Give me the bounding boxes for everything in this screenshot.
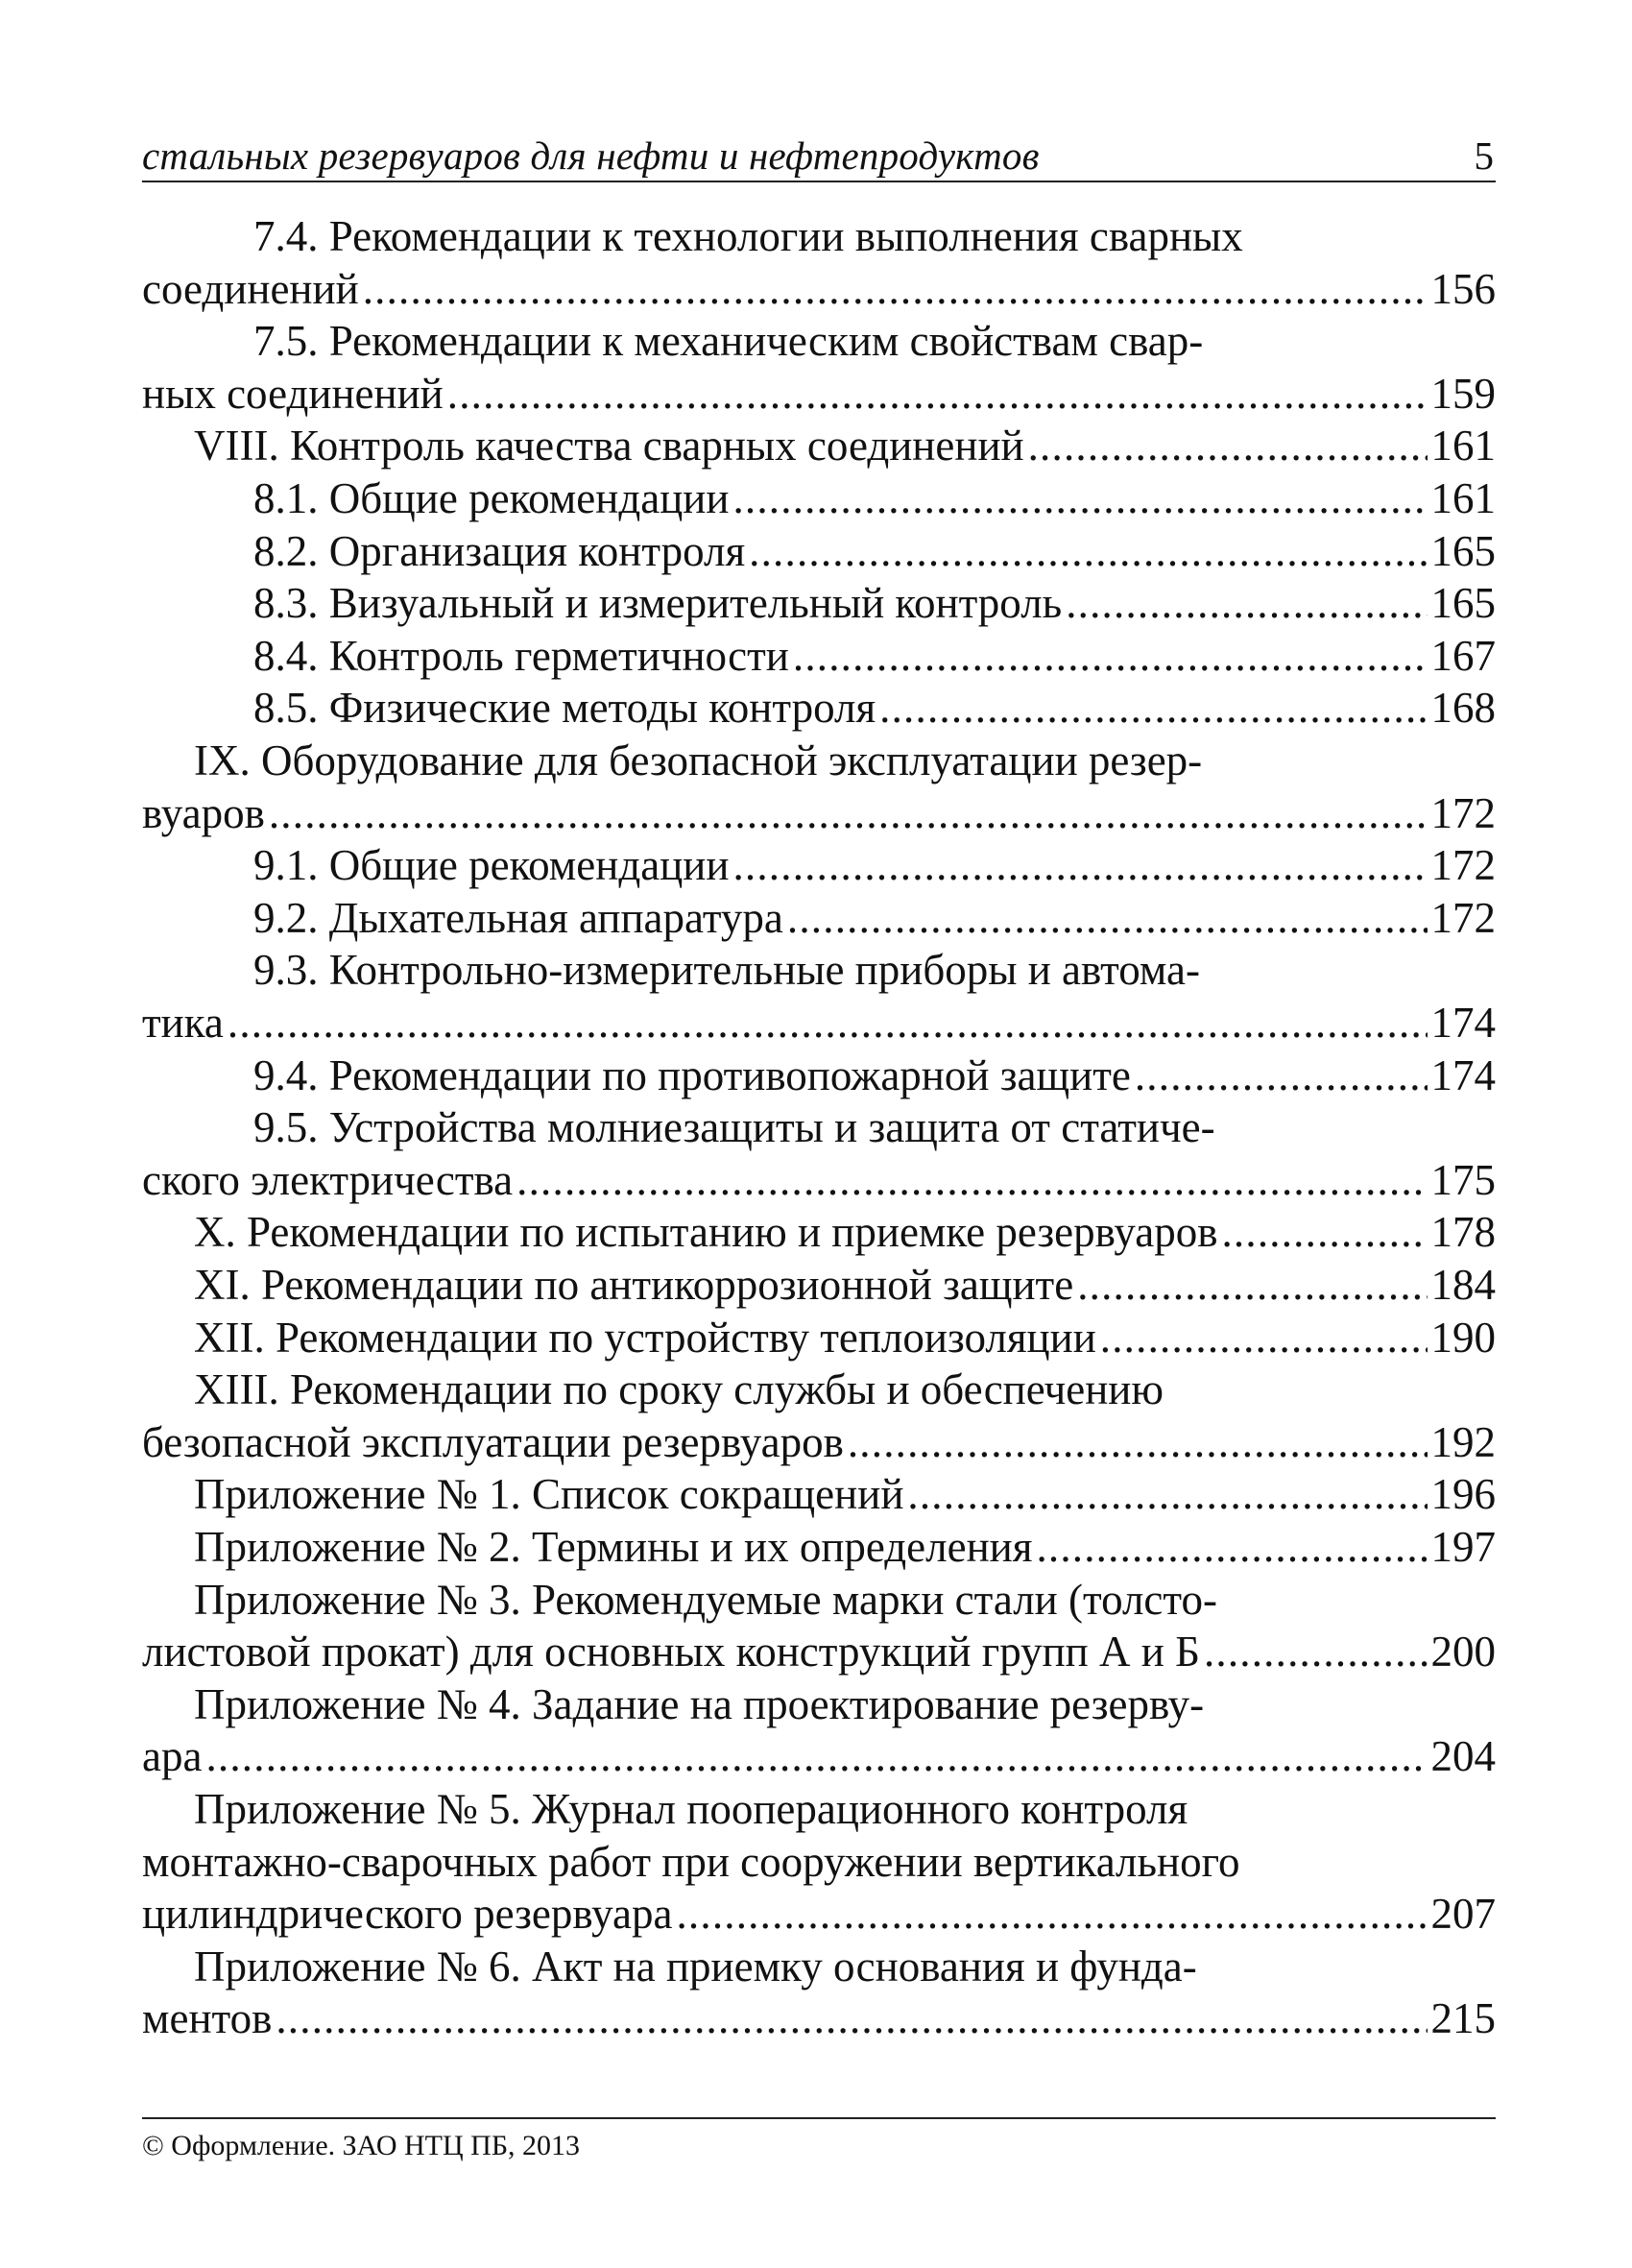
running-header-title: стальных резервуаров для нефти и нефтепродуктов: [142, 133, 1040, 178]
dot-leader: [676, 1887, 1427, 1941]
toc-entry-title: 9.2. Дыхательная аппаратура: [253, 893, 783, 942]
toc-entry-title: Приложение № 1. Список сокращений: [194, 1470, 904, 1519]
toc-entry-title: 8.2. Организация контроля: [253, 526, 746, 575]
dot-leader: [732, 471, 1427, 525]
toc-entry-title: XII. Рекомендации по устройству теплоизоляции: [194, 1313, 1096, 1362]
toc-entry-title: X. Рекомендации по испытанию и приемке резервуаров: [194, 1208, 1218, 1257]
toc-entry-page: 167: [1430, 631, 1496, 680]
toc-entry-line: Приложение № 3. Рекомендуемые марки стали (толсто-: [194, 1575, 1217, 1624]
dot-leader: [1028, 419, 1428, 472]
toc-entry-page: 172: [1430, 893, 1496, 942]
toc-entry-title: 8.3. Визуальный и измерительный контроль: [253, 579, 1063, 628]
dot-leader: [447, 367, 1428, 421]
toc-entry-page: 192: [1430, 1417, 1496, 1466]
toc-entry-line: Приложение № 6. Акт на приемку основания и фунда-: [194, 1942, 1197, 1991]
page-number: 5: [1474, 133, 1494, 178]
toc-entry-page: 174: [1430, 1050, 1496, 1099]
toc-entry-page: 207: [1430, 1890, 1496, 1939]
dot-leader: [1135, 1049, 1428, 1102]
toc-entry-page: 178: [1430, 1208, 1496, 1257]
running-header: [142, 131, 1496, 182]
toc-entry-page: 161: [1430, 474, 1496, 522]
toc-entry-page: 184: [1430, 1261, 1496, 1309]
toc-entry-title: 8.5. Физические методы контроля: [253, 684, 876, 733]
dot-leader: [269, 786, 1428, 840]
dot-leader: [793, 629, 1428, 683]
dot-leader: [787, 891, 1428, 945]
toc-entry-page: 196: [1430, 1470, 1496, 1519]
toc-entry-line: 7.5. Рекомендации к механическим свойствам свар-: [253, 317, 1204, 366]
toc-entry-page: 204: [1430, 1732, 1496, 1781]
toc-entry-line: Приложение № 5. Журнал пооперационного контроля: [194, 1785, 1188, 1833]
dot-leader: [907, 1467, 1427, 1521]
toc-entry-title: ского электричества: [142, 1155, 514, 1204]
toc-entry-title: цилиндрического резервуара: [142, 1890, 673, 1939]
toc-entry-page: 190: [1430, 1313, 1496, 1362]
dot-leader: [276, 1991, 1427, 2045]
dot-leader: [848, 1415, 1428, 1469]
toc-entry-title: 9.4. Рекомендации по противопожарной защите: [253, 1050, 1131, 1099]
toc-entry-title: безопасной эксплуатации резервуаров: [142, 1417, 844, 1466]
toc-entry-page: 172: [1430, 841, 1496, 890]
toc-entry-page: 159: [1430, 369, 1496, 418]
dot-leader: [363, 262, 1428, 316]
toc-entry-title: ара: [142, 1732, 203, 1781]
dot-leader: [516, 1153, 1427, 1207]
dot-leader: [1066, 576, 1427, 630]
toc-entry-page: 200: [1430, 1628, 1496, 1677]
toc-entry-line: 7.4. Рекомендации к технологии выполнения сварных: [253, 212, 1243, 260]
toc-entry-title: вуаров: [142, 788, 265, 837]
toc-entry-line: IX. Оборудование для безопасной эксплуатации резер-: [194, 736, 1203, 784]
toc-entry-page: 175: [1430, 1155, 1496, 1204]
toc-entry-title: соединений: [142, 264, 359, 313]
dot-leader: [205, 1729, 1427, 1783]
toc-entry-title: Приложение № 2. Термины и их определения: [194, 1523, 1033, 1571]
toc-entry-page: 197: [1430, 1523, 1496, 1571]
dot-leader: [749, 524, 1427, 578]
toc-entry-page: 165: [1430, 526, 1496, 575]
dot-leader: [1204, 1625, 1428, 1678]
toc-entry-page: 156: [1430, 264, 1496, 313]
toc-entry-line: монтажно-сварочных работ при сооружении вертикального: [142, 1837, 1240, 1886]
toc-entry-line: Приложение № 4. Задание на проектирование резерву-: [194, 1679, 1205, 1728]
dot-leader: [228, 996, 1428, 1050]
dot-leader: [732, 838, 1427, 892]
dot-leader: [1036, 1520, 1427, 1574]
toc-entry-page: 215: [1430, 1994, 1496, 2043]
toc-entry-page: 161: [1430, 422, 1496, 470]
dot-leader: [1100, 1311, 1428, 1364]
dot-leader: [879, 681, 1427, 735]
footer-copyright: © Оформление. ЗАО НТЦ ПБ, 2013: [142, 2130, 581, 2161]
toc-entry-line: 9.3. Контрольно-измерительные приборы и автома-: [253, 946, 1201, 995]
toc-entry-title: ных соединений: [142, 369, 444, 418]
footer-divider: [142, 2117, 1496, 2119]
dot-leader: [1221, 1205, 1427, 1259]
toc-entry-title: VIII. Контроль качества сварных соединений: [194, 422, 1024, 470]
toc-entry-page: 174: [1430, 999, 1496, 1047]
toc-entry-line: XIII. Рекомендации по сроку службы и обеспечению: [194, 1365, 1164, 1414]
toc-entry-line: 9.5. Устройства молниезащиты и защита от статиче-: [253, 1103, 1215, 1152]
toc-entry-page: 172: [1430, 788, 1496, 837]
toc-entry-title: ментов: [142, 1994, 273, 2043]
toc-entry-title: 9.1. Общие рекомендации: [253, 841, 730, 890]
toc-entry-page: 165: [1430, 579, 1496, 628]
dot-leader: [1077, 1258, 1427, 1312]
toc-entry-title: XI. Рекомендации по антикоррозионной защите: [194, 1261, 1074, 1309]
toc-entry-title: 8.4. Контроль герметичности: [253, 631, 789, 680]
toc-entry-title: листовой прокат) для основных конструкций групп А и Б: [142, 1628, 1200, 1677]
toc-entry-title: 8.1. Общие рекомендации: [253, 474, 730, 522]
toc-entry-title: тика: [142, 999, 224, 1047]
toc-entry-page: 168: [1430, 684, 1496, 733]
